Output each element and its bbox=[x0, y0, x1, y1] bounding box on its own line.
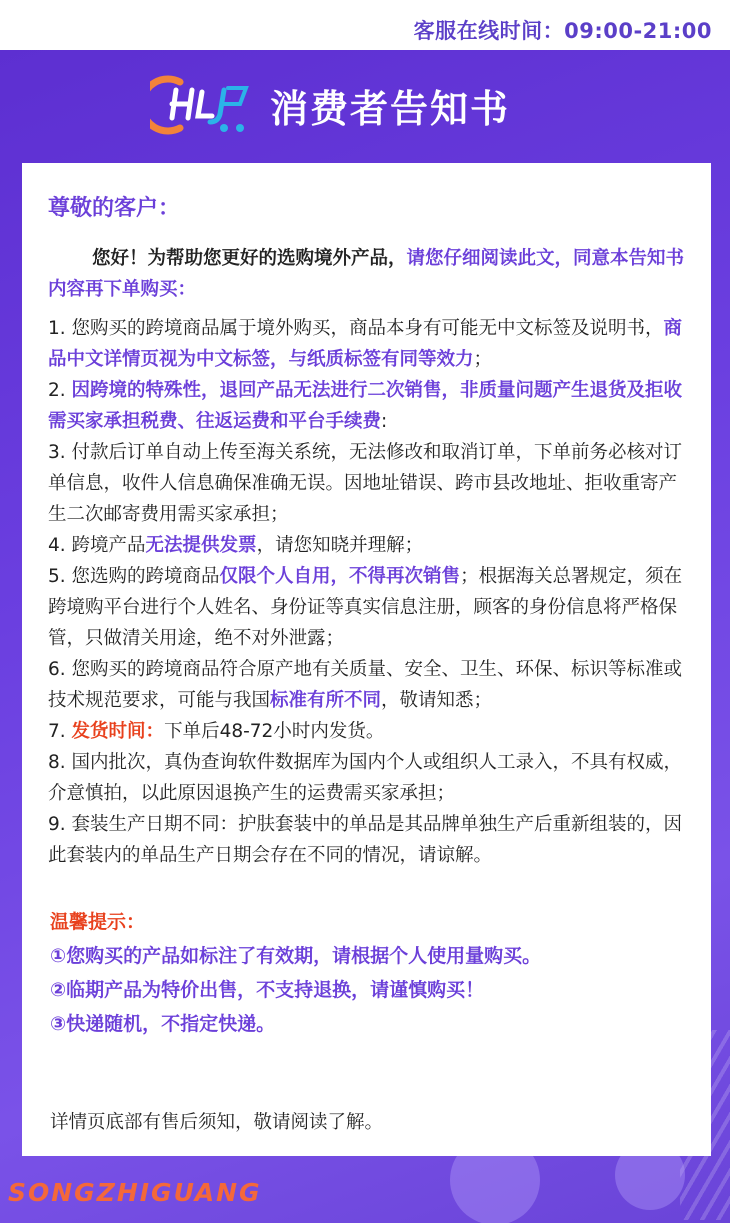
notice-item bbox=[48, 313, 693, 375]
notice-item-text: 下单后48-72小时内发货。 bbox=[164, 721, 385, 742]
notice-item-text: 无法提供发票 bbox=[145, 535, 257, 556]
notice-item-text: 3. 付款后订单自动上传至海关系统，无法修改和取消订单，下单前务必核对订单信息，收件人信息确保准确无误。因地址错误、跨市县改地址、拒收重寄产生二次邮寄费用需买家承担； bbox=[48, 442, 683, 525]
notice-item-text: 5. 您选购的跨境商品 bbox=[48, 566, 220, 587]
notice-item-text: 2. bbox=[48, 380, 72, 401]
notice-item-text: 1. 您购买的跨境商品属于境外购买，商品本身有可能无中文标签及说明书， bbox=[48, 318, 664, 339]
notice-item bbox=[48, 747, 693, 809]
notice-item-text: 6. 您购买的跨境商品符合原产地有关质量、安全、卫生、环保、标识等标准或技术规范要求，可能与我国 bbox=[48, 659, 683, 711]
notice-item bbox=[48, 654, 693, 716]
intro-plain: 您好！为帮助您更好的选购境外产品， bbox=[92, 248, 407, 269]
notice-item-text: : bbox=[381, 411, 388, 432]
intro-paragraph bbox=[48, 243, 688, 305]
tip-item: ②临期产品为特价出售，不支持退换，请谨慎购买！ bbox=[50, 979, 485, 1001]
notice-items bbox=[48, 313, 693, 871]
notice-item-text: 标准有所不同 bbox=[270, 690, 382, 711]
notice-item-text: ；根据海关总署规定，须在跨境购平台进行个人姓名、身份证等真实信息注册，顾客的身份信息将严格保管，只做清关用途，绝不对外泄露； bbox=[48, 566, 683, 649]
notice-item-text: ，敬请知悉； bbox=[381, 690, 493, 711]
notice-item-text: 商品中文详情页视为中文标签，与纸质标签有同等效力 bbox=[48, 318, 683, 370]
brand-wordmark: SONGZHIGUANG bbox=[8, 1178, 262, 1207]
page-title: 消费者告知书 bbox=[270, 86, 511, 131]
greeting: 尊敬的客户： bbox=[48, 196, 181, 221]
notice-item bbox=[48, 809, 693, 871]
footer-note: 详情页底部有售后须知，敬请阅读了解。 bbox=[50, 1112, 384, 1133]
hlj-cart-logo-icon bbox=[150, 70, 260, 140]
notice-item bbox=[48, 561, 693, 654]
tips-title: 温馨提示： bbox=[50, 911, 146, 933]
top-bar bbox=[0, 0, 730, 50]
notice-item-text: 8. 国内批次，真伪查询软件数据库为国内个人或组织人工录入，不具有权威，介意慎拍，以此原因退换产生的运费需买家承担； bbox=[48, 752, 683, 804]
tip-item: ③快递随机，不指定快递。 bbox=[50, 1013, 276, 1035]
notice-item-text: ； bbox=[473, 349, 493, 370]
notice-item bbox=[48, 437, 693, 530]
notice-item-text: 仅限个人自用，不得再次销售 bbox=[219, 566, 461, 587]
notice-item bbox=[48, 530, 693, 561]
header bbox=[150, 70, 510, 140]
notice-item-text: 7. bbox=[48, 721, 72, 742]
intro-highlight: 请您仔细阅读此文，同意本告知书内容再下单购买： bbox=[48, 248, 685, 300]
notice-item bbox=[48, 375, 693, 437]
notice-item-text: 发货时间： bbox=[71, 721, 165, 742]
notice-item-text: 4. 跨境产品 bbox=[48, 535, 146, 556]
service-hours-text: 客服在线时间：09:00-21:00 bbox=[413, 19, 712, 43]
notice-item-text: 因跨境的特殊性，退回产品无法进行二次销售，非质量问题产生退货及拒收需买家承担税费、往返运费和平台手续费 bbox=[48, 380, 683, 432]
notice-card bbox=[22, 163, 711, 1156]
notice-item-text: ，请您知晓并理解； bbox=[256, 535, 424, 556]
tip-item: ①您购买的产品如标注了有效期，请根据个人使用量购买。 bbox=[50, 945, 542, 967]
tips-section bbox=[50, 905, 690, 1041]
notice-item-text: 9. 套装生产日期不同：护肤套装中的单品是其品牌单独生产后重新组装的，因此套装内的单品生产日期会存在不同的情况，请谅解。 bbox=[48, 814, 683, 866]
notice-item bbox=[48, 716, 693, 747]
